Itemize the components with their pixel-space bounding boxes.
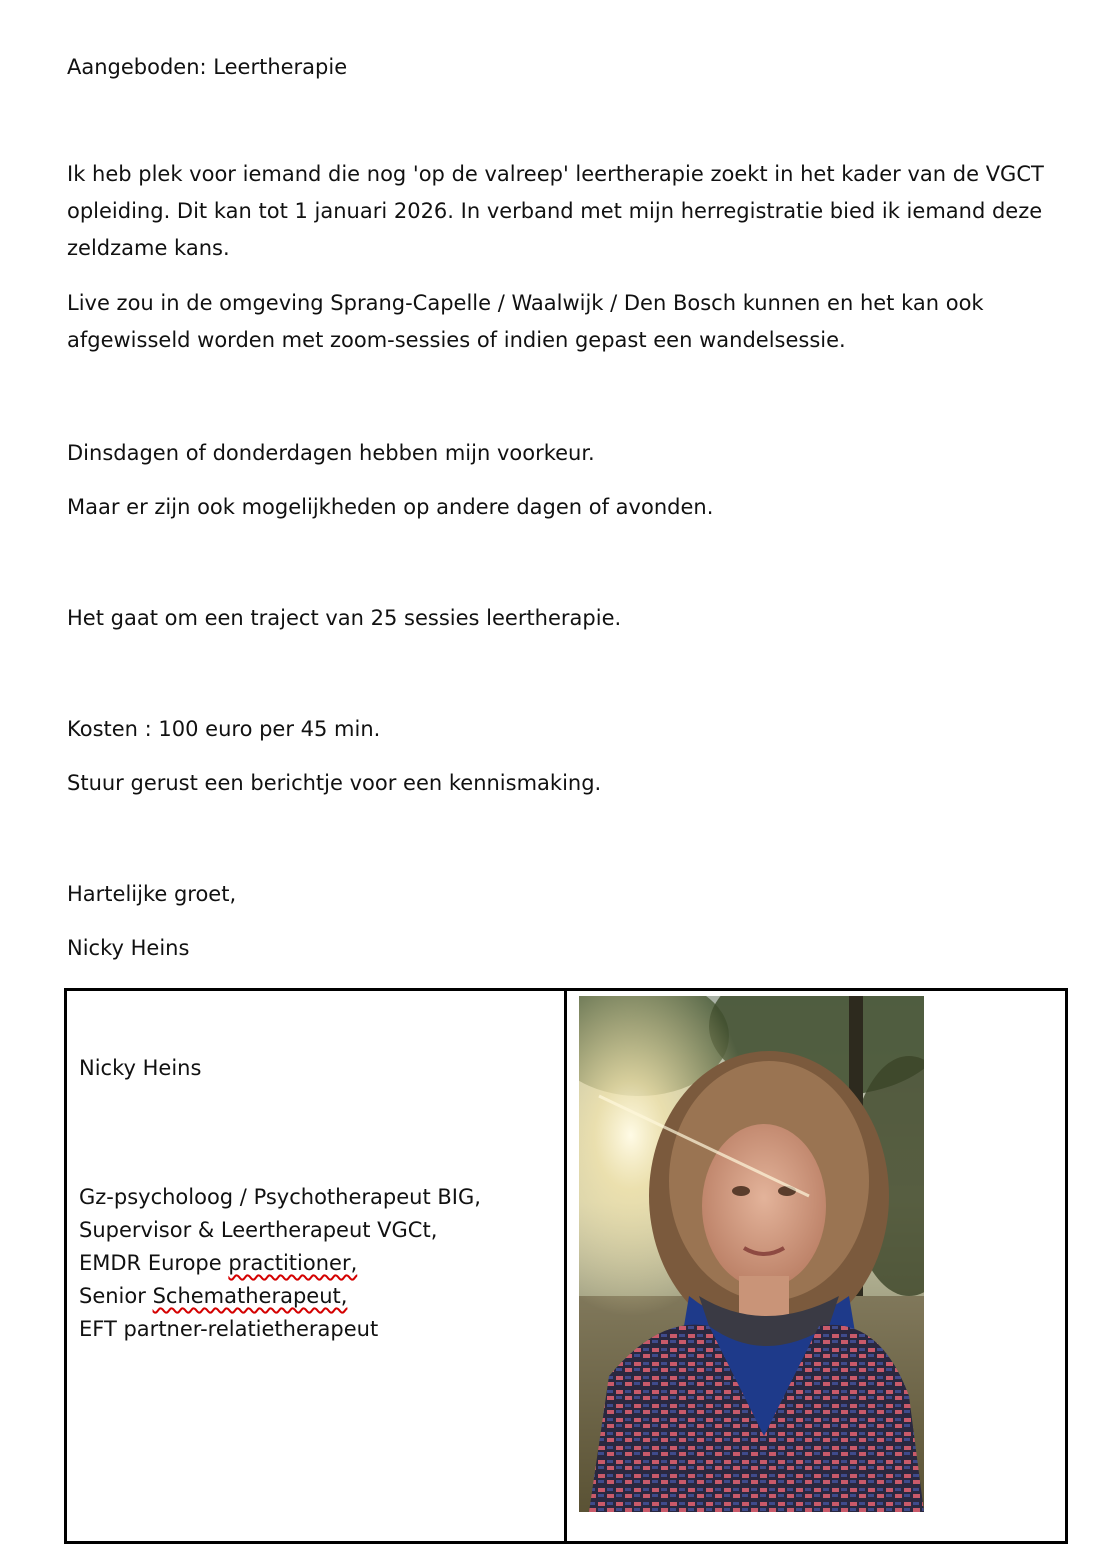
intro-paragraph [67, 156, 1067, 267]
credential-line-1: Gz-psycholoog / Psychotherapeut BIG, [79, 1185, 481, 1209]
credential-line-3 [79, 1247, 481, 1280]
signature-card-divider [564, 988, 567, 1544]
credential-line-2: Supervisor & Leertherapeut VGCt, [79, 1218, 438, 1242]
contact-text: Stuur gerust een berichtje voor een kennismaking. [67, 771, 602, 795]
greeting-text: Hartelijke groet, [67, 882, 237, 906]
signature-name: Nicky Heins [67, 936, 190, 960]
spellcheck-flagged-word[interactable]: Schematherapeut, [152, 1284, 348, 1308]
location-line-2: afgewisseld worden met zoom-sessies of indien gepast een wandelsessie. [67, 328, 846, 352]
intro-line-3: zeldzame kans. [67, 236, 230, 260]
location-paragraph [67, 285, 1067, 359]
credential-line-4-prefix: Senior [79, 1284, 153, 1308]
card-name: Nicky Heins [79, 1056, 202, 1080]
portrait-photo [579, 996, 924, 1512]
document-heading: Aangeboden: Leertherapie [67, 55, 348, 79]
location-line-1: Live zou in de omgeving Sprang-Capelle / Waalwijk / Den Bosch kunnen en het kan ook [67, 291, 984, 315]
days-other-text: Maar er zijn ook mogelijkheden op andere dagen of avonden. [67, 495, 714, 519]
spellcheck-flagged-word[interactable]: practitioner, [228, 1251, 358, 1275]
credentials-list [79, 1181, 481, 1346]
credential-line-3-prefix: EMDR Europe [79, 1251, 229, 1275]
costs-text: Kosten : 100 euro per 45 min. [67, 717, 381, 741]
intro-line-2: opleiding. Dit kan tot 1 januari 2026. In verband met mijn herregistratie bied ik iemand deze [67, 199, 1043, 223]
days-preference-text: Dinsdagen of donderdagen hebben mijn voorkeur. [67, 441, 595, 465]
credential-line-4 [79, 1280, 481, 1313]
trajectory-text: Het gaat om een traject van 25 sessies leertherapie. [67, 606, 622, 630]
intro-line-1: Ik heb plek voor iemand die nog 'op de valreep' leertherapie zoekt in het kader van de VGCT [67, 162, 1044, 186]
credential-line-5: EFT partner-relatietherapeut [79, 1317, 379, 1341]
